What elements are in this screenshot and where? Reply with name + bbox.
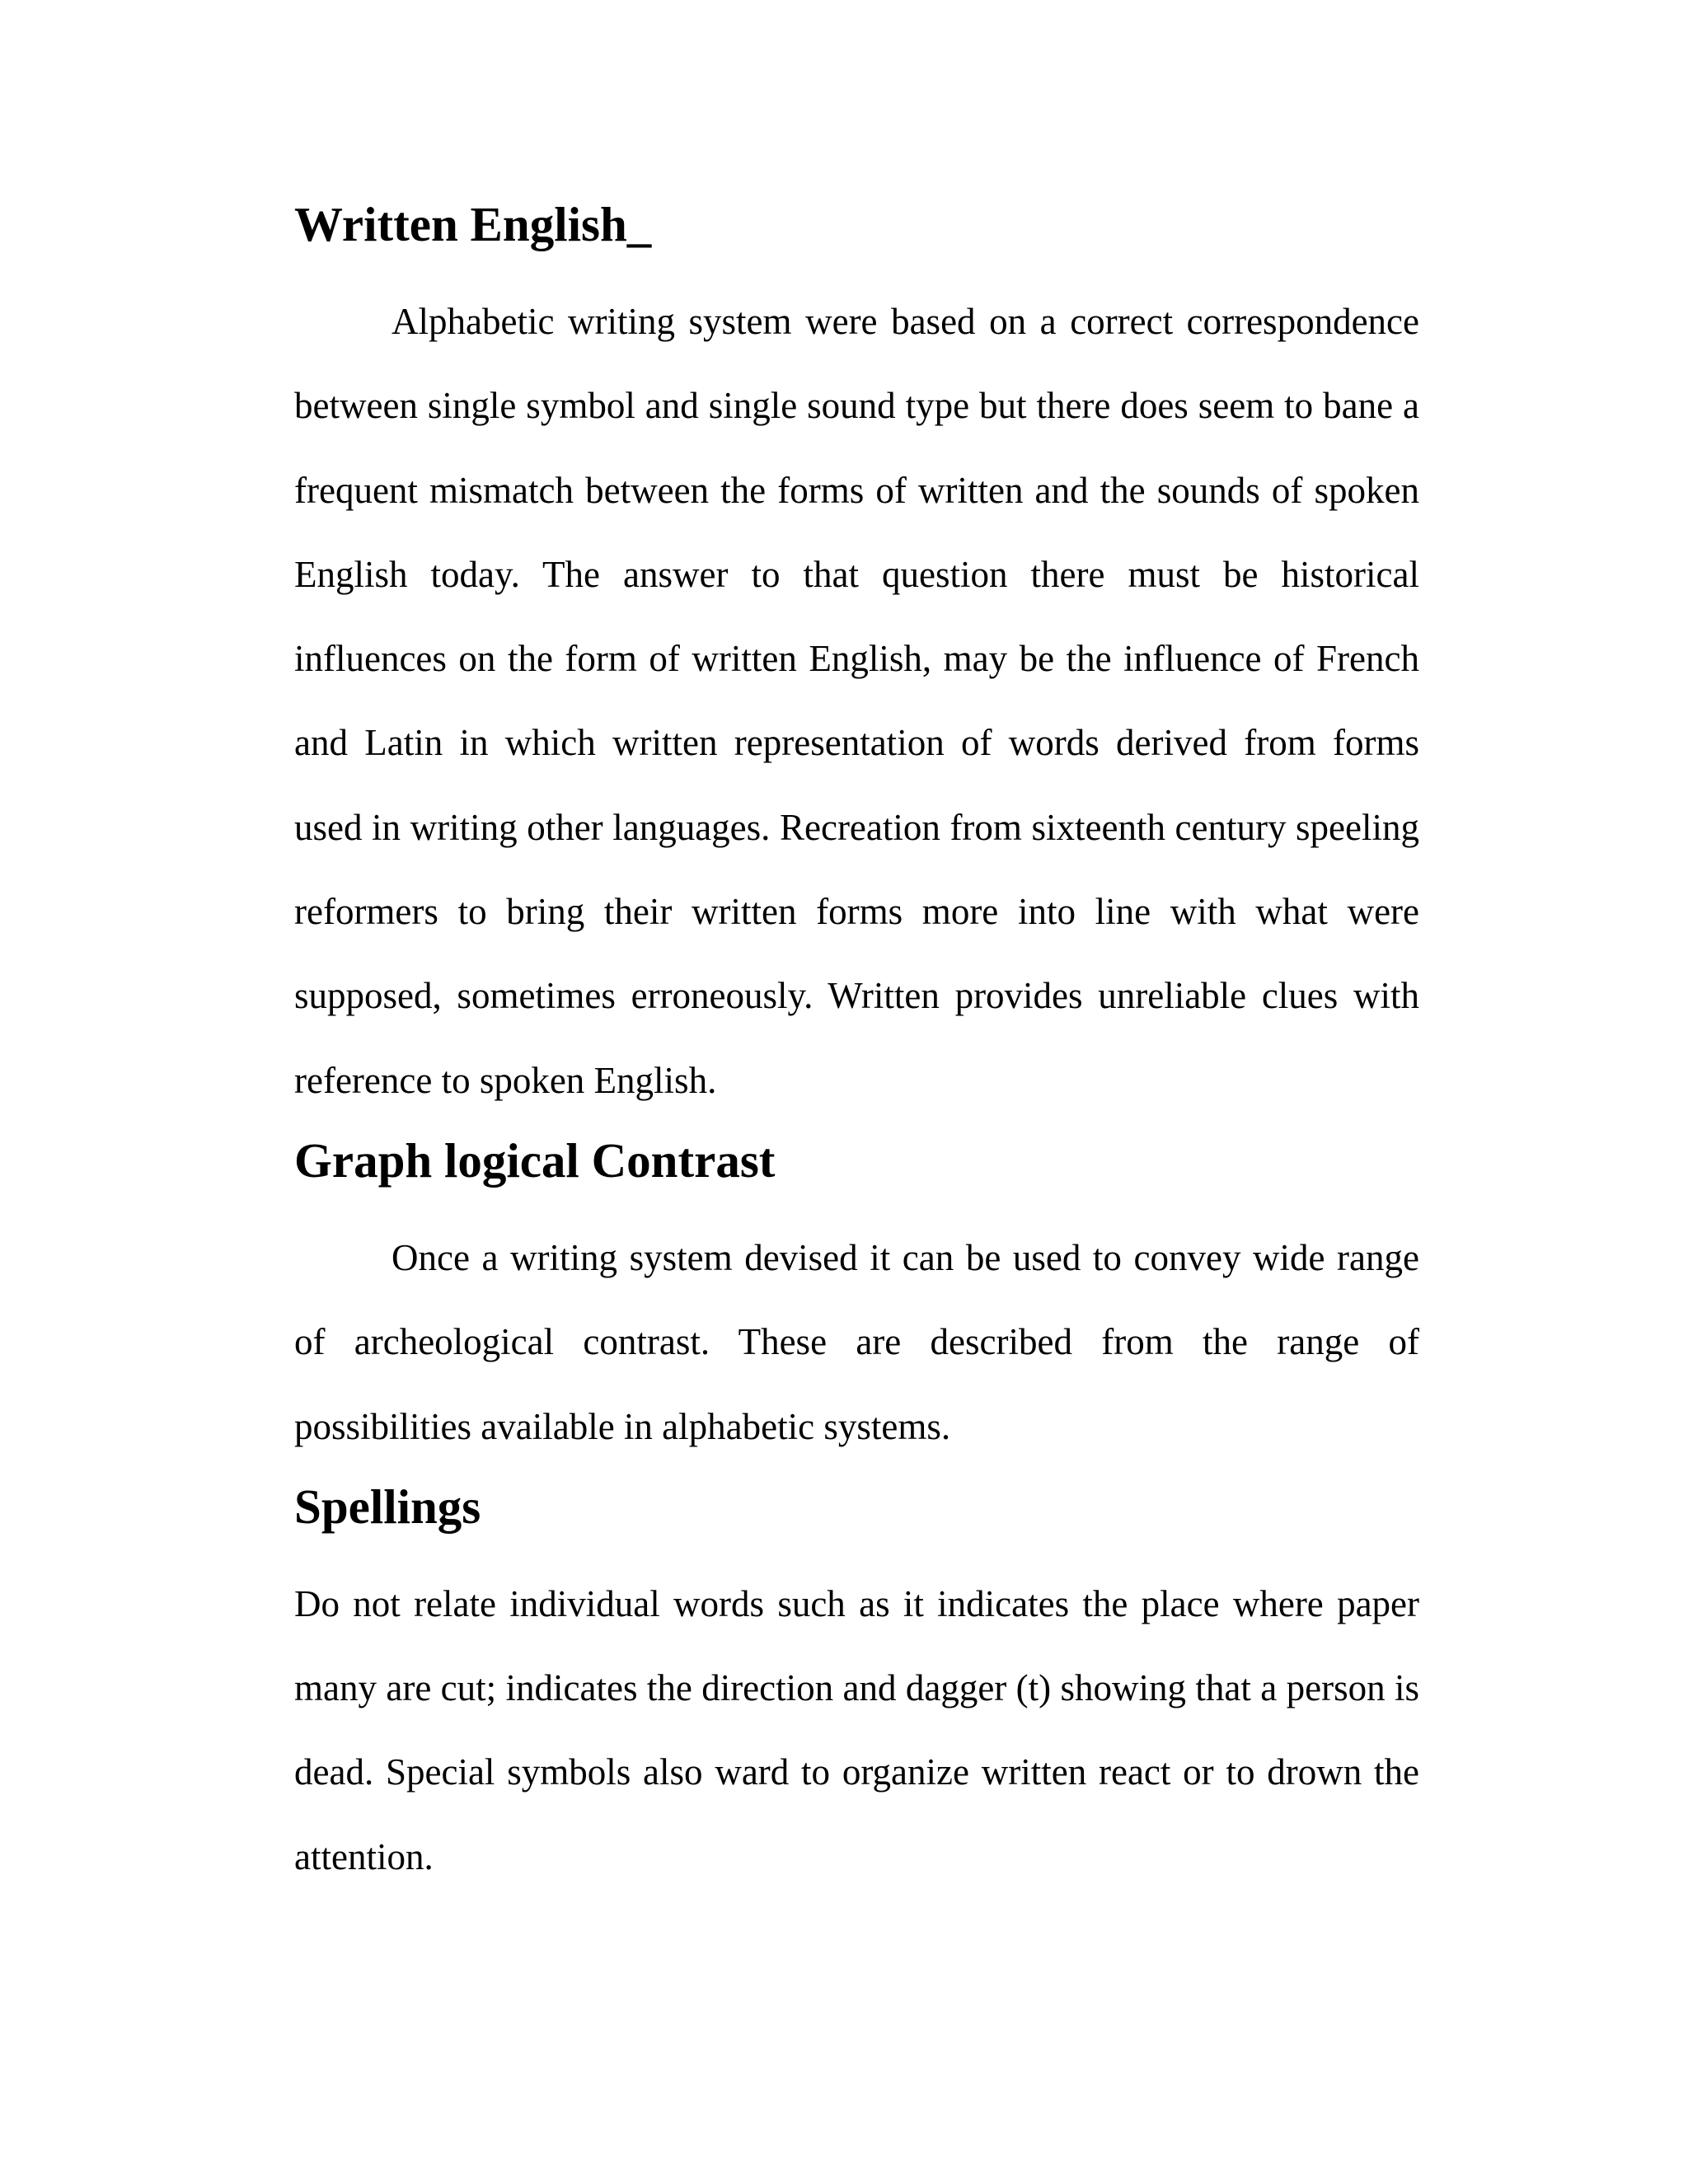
section-paragraph-spellings: Do not relate individual words such as it indicates the place where paper many are cut; indicates the direction and dagger (t) showing that a person is dead. Special symbols also ward to organize written react or to drown the attention. xyxy=(294,1582,1419,1877)
section-heading-spellings: Spellings xyxy=(294,1479,481,1534)
section-paragraph-written-english: Alphabetic writing system were based on a correct correspondence between single symbol and single sound type but there does seem to bane a frequent mismatch between the forms of written and the sounds of spoken English today. The answer to that question there must be historical influences on the form of written English, may be the influence of French and Latin in which written representation of words derived from forms used in writing other languages. Recreation from sixteenth century speeling reformers to bring their written forms more into line with what were supposed, sometimes erroneously. Written provides unreliable clues with reference to spoken English. xyxy=(294,301,1419,1101)
section-paragraph-graph-logical-contrast: Once a writing system devised it can be used to convey wide range of archeological contrast. These are described from the range of possibilities available in alphabetic systems. xyxy=(294,1236,1419,1447)
section-heading-written-english: Written English_ xyxy=(294,197,652,251)
document-content xyxy=(294,191,1419,1899)
section-heading-graph-logical-contrast: Graph logical Contrast xyxy=(294,1132,776,1188)
